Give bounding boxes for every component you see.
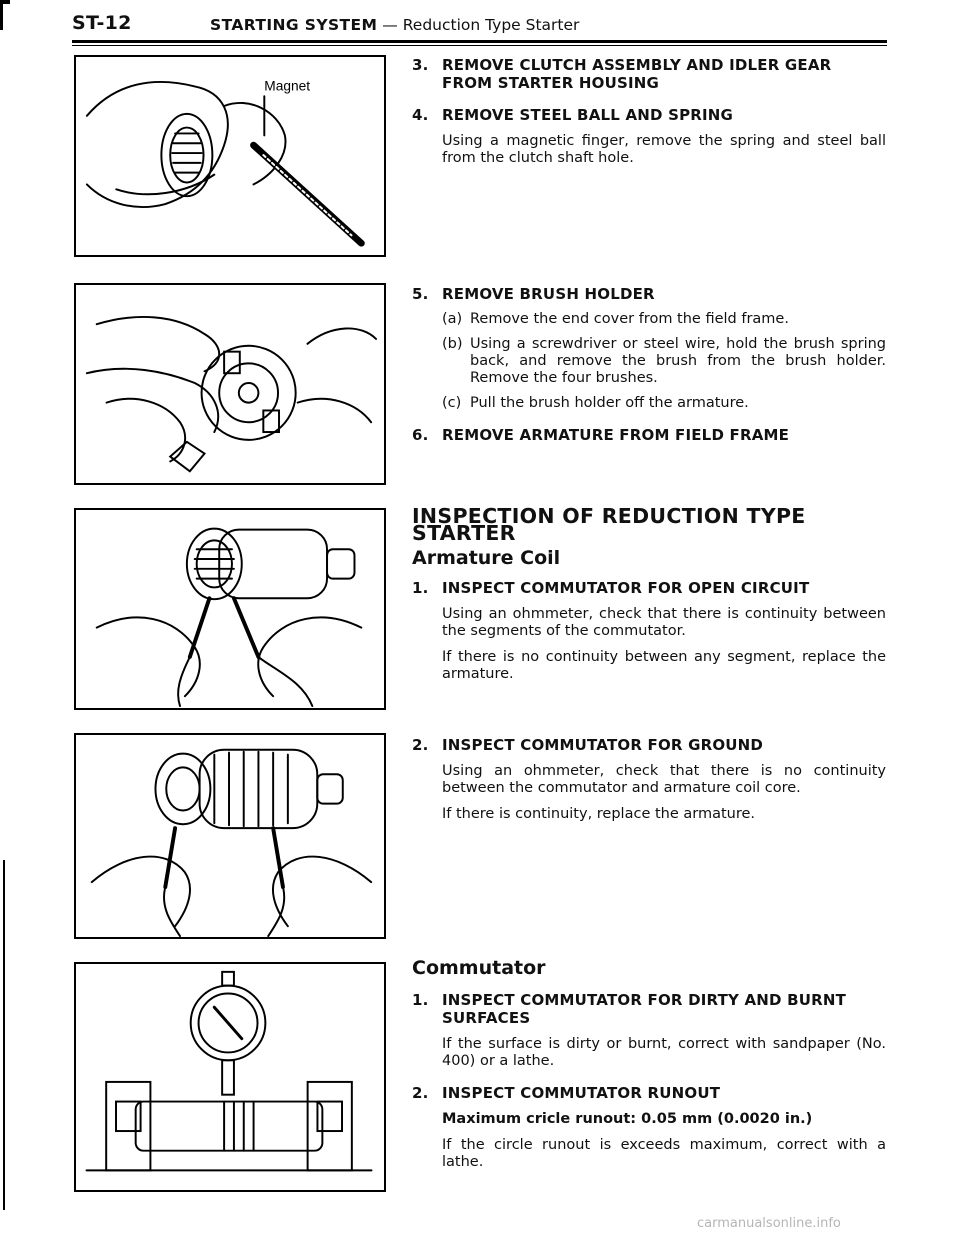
inspection-heading: INSPECTION OF REDUCTION TYPE STARTER (412, 504, 806, 545)
commutator-step-2 (412, 1084, 886, 1102)
armature-step-1-text-1: Using an ohmmeter, check that there is continuity between the segments of the commutator. (442, 606, 886, 639)
page-corner-mark (0, 0, 10, 30)
armature-step-2-text-2: If there is continuity, replace the armature. (442, 806, 756, 822)
step-title: REMOVE BRUSH HOLDER (442, 285, 655, 303)
step-4 (412, 106, 886, 124)
commutator-heading: Commutator (412, 957, 546, 979)
figure-brush-holder (74, 283, 386, 485)
runout-spec: Maximum cricle runout: 0.05 mm (0.0020 in.) (442, 1111, 813, 1127)
step-title: REMOVE ARMATURE FROM FIELD FRAME (442, 426, 790, 444)
commutator-section (412, 957, 886, 1171)
page-header (72, 10, 887, 50)
commutator-step-1 (412, 991, 886, 1027)
step-number: 2. (412, 1084, 429, 1102)
step-number: 1. (412, 579, 429, 597)
substep-c (442, 395, 886, 412)
substep-label: (b) (442, 336, 463, 352)
step-3 (412, 56, 886, 92)
substep-label: (a) (442, 311, 463, 327)
ground-test-illustration (76, 735, 384, 937)
step-5 (412, 285, 886, 303)
step-6 (412, 426, 886, 444)
substep-text: Remove the end cover from the field frame. (470, 311, 789, 327)
step-title: INSPECT COMMUTATOR RUNOUT (442, 1084, 721, 1102)
page-number: ST-12 (72, 12, 132, 34)
armature-step-2 (412, 736, 886, 754)
inspection-section (412, 504, 886, 683)
step-title: INSPECT COMMUTATOR FOR OPEN CIRCUIT (442, 579, 810, 597)
header-rule-thin (72, 45, 887, 46)
substep-a (442, 311, 886, 328)
commutator-step-1-text: If the surface is dirty or burnt, correct with sandpaper (No. 400) or a lathe. (442, 1036, 886, 1069)
open-circuit-test-illustration (76, 510, 384, 708)
substep-text: Using a screwdriver or steel wire, hold the brush spring back, and remove the brush from the brush holder. Remove the four brushes. (470, 336, 886, 386)
footer-watermark: carmanualsonline.info (697, 1216, 841, 1231)
step-4-body: Using a magnetic finger, remove the spring and steel ball from the clutch shaft hole. (442, 133, 886, 166)
page-edge-line (3, 860, 5, 1210)
figure-runout-check (74, 962, 386, 1192)
step-number: 6. (412, 426, 429, 444)
step-title: INSPECT COMMUTATOR FOR DIRTY AND BURNT SURFACES (442, 991, 847, 1027)
step-number: 4. (412, 106, 429, 124)
header-title (210, 16, 579, 34)
removal-steps-3-4 (412, 56, 886, 167)
section-subtitle: Reduction Type Starter (402, 16, 580, 34)
step-number: 5. (412, 285, 429, 303)
magnetic-finger-illustration (76, 57, 384, 255)
runout-check-illustration (76, 964, 384, 1190)
step-number: 1. (412, 991, 429, 1009)
figure-ground-test (74, 733, 386, 939)
figure-magnetic-finger (74, 55, 386, 257)
step-title: INSPECT COMMUTATOR FOR GROUND (442, 736, 764, 754)
armature-coil-heading: Armature Coil (412, 547, 561, 569)
commutator-step-2-text: If the circle runout is exceeds maximum, correct with a lathe. (442, 1137, 886, 1170)
substep-b (442, 336, 886, 387)
magnet-callout: Magnet (264, 78, 311, 94)
header-rule (72, 40, 887, 43)
armature-step-2-text-1: Using an ohmmeter, check that there is no continuity between the commutator and armature coil core. (442, 763, 886, 796)
substep-label: (c) (442, 395, 462, 411)
step-title: REMOVE STEEL BALL AND SPRING (442, 106, 734, 124)
substep-text: Pull the brush holder off the armature. (470, 395, 749, 411)
removal-steps-5-6 (412, 285, 886, 444)
armature-step-2-block (412, 736, 886, 823)
section-title: STARTING SYSTEM (210, 16, 378, 34)
title-separator: — (377, 16, 403, 34)
step-number: 2. (412, 736, 429, 754)
step-number: 3. (412, 56, 429, 74)
brush-holder-illustration (76, 285, 384, 483)
figure-open-circuit-test (74, 508, 386, 710)
step-title: REMOVE CLUTCH ASSEMBLY AND IDLER GEAR FROM STARTER HOUSING (442, 56, 832, 92)
armature-step-1-text-2: If there is no continuity between any segment, replace the armature. (442, 649, 886, 682)
armature-step-1 (412, 579, 886, 597)
